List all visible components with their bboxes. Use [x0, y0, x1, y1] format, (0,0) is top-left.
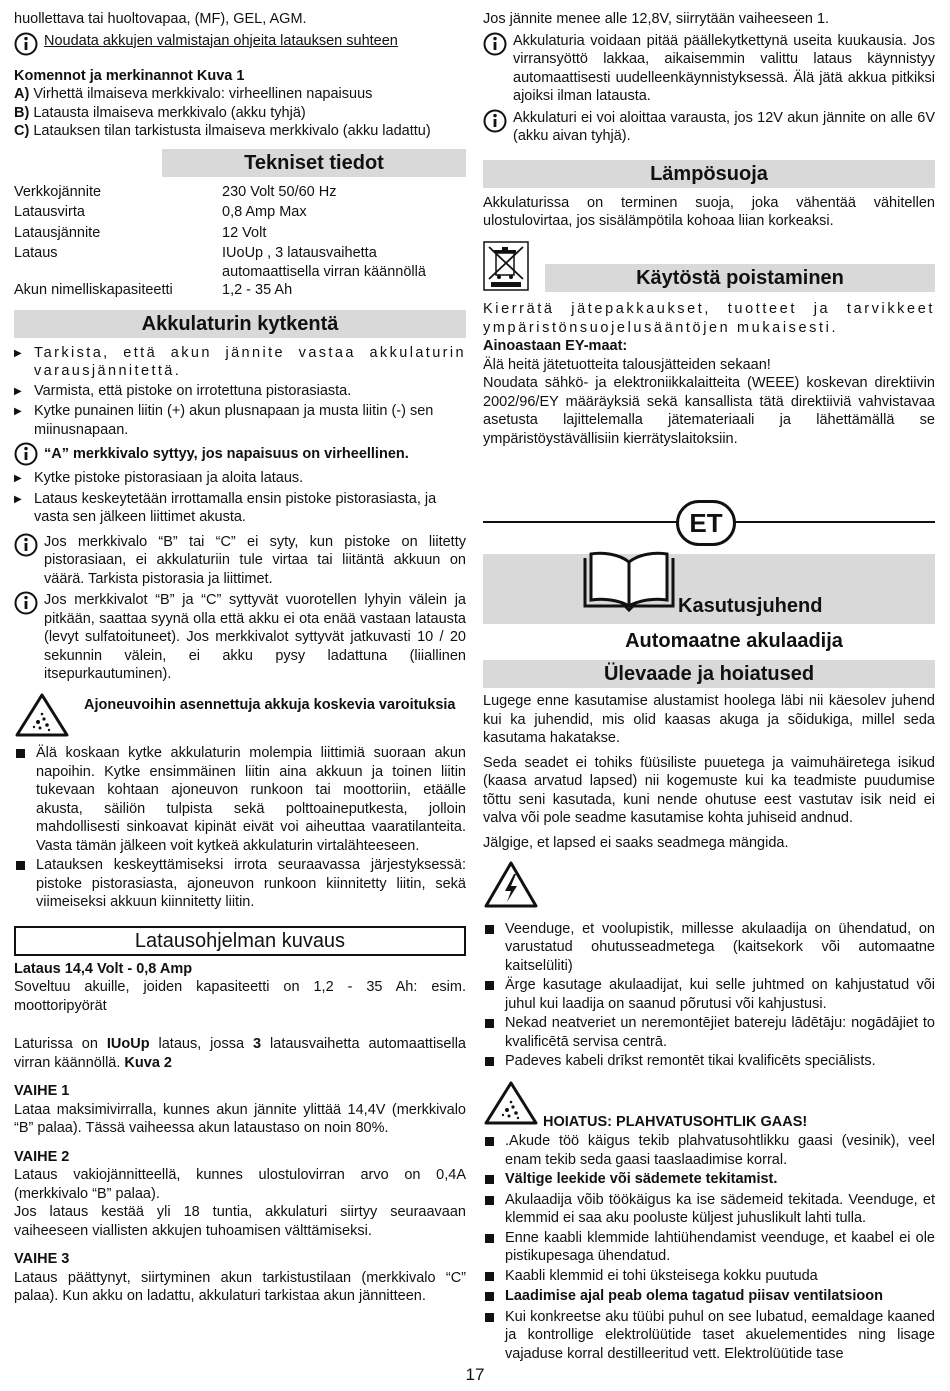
eu-title: Ainoastaan EY-maat:: [483, 338, 628, 354]
list-item: Nekad neatveriet un neremontējiet batereju lādētāju: nogādājiet to kvalificētā servisa centrā.: [483, 1014, 935, 1051]
list-item: Älä koskaan kytke akkulaturin molempia liittimiä suoraan akun napoihin. Kytke ensimmäinen liitin aina akkuun ja toinen liitin tukevaan kohtaan ajoneuvon runkoon tai moottoriin, etäälle akusta, säiliön tulpista sekä polttoaineputkesta, jolloin mahdollisesti sinkoavat kipinät eivät voi aiheuttaa vaaratilanteita. Vasta tämän jälkeen voit kytkeä akkulaturin virtalähteeseen.: [14, 744, 466, 855]
product-title: Automaatne akulaadija: [625, 630, 843, 652]
spec-row: Latausjännite 12 Volt: [14, 224, 267, 241]
spec-row: Akun nimelliskapasiteetti 1,2 - 35 Ah: [14, 282, 293, 298]
commands-list: [14, 85, 466, 141]
spec-row: Lataus IUoUp , 3 latausvaihetta automaattisella virran käännöllä: [14, 245, 426, 280]
list-item: Ärge kasutage akulaadijat, kui selle juhtmed on kahjustatud või juhul kui laadija on saanud põrutusi või kahjustusi.: [483, 976, 935, 1013]
weee-bin-icon: [483, 241, 545, 297]
info-icon: [14, 533, 44, 557]
command-item: C) Latauksen tilan tarkistusta ilmaiseva merkkivalo (akku ladattu): [14, 123, 431, 139]
intro-text: huollettava tai huoltovapaa, (MF), GEL, AGM.: [14, 11, 307, 27]
info-icon: [14, 32, 44, 56]
note-manufacturer: [14, 32, 466, 56]
program-subtitle: Lataus 14,4 Volt - 0,8 Amp: [14, 960, 193, 977]
note-6v: Akkulaturi ei voi aloittaa varausta, jos 12V akun jännite on alle 6V (akku aivan tyhjä).: [483, 109, 935, 146]
note-bc-alternate: Jos merkkivalot “B” ja “C” syttyvät vuorotellen lyhyin välein ja pitkään, saattaa syynä olla että akku ei ota enää vastaan latausta (levyt sulfatoituneet). Jos merkkivalot syttyvät jatkuvasti 10 / 20 sekunnin välein, ei akku pysy ladattuna (liiallinen itsepurkautuminen).: [14, 591, 466, 684]
book-icon: [581, 550, 677, 620]
square-bullet-icon: [483, 976, 505, 1013]
phase2-text: Lataus vakiojännitteellä, kunnes ulostulovirran arvo on 0,4A (merkkivalo “B” palaa).: [14, 1167, 466, 1202]
arrow-bullet-icon: ▶: [14, 493, 22, 505]
language-divider: [483, 496, 935, 546]
phase3-title: VAIHE 3: [14, 1251, 70, 1267]
phase3-text: Lataus päättynyt, siirtyminen akun tarkistustilaan (merkkivalo “C” palaa). Kun akku on ladattu, akkulaturi tarkistaa akun jännitteen.: [14, 1269, 466, 1304]
arrow-bullet-icon: ▶: [14, 406, 22, 417]
square-bullet-icon: [14, 856, 36, 912]
program-heading: Latausohjelman kuvaus: [14, 926, 466, 956]
list-item: Akulaadija võib töökäigus ka ise sädemeid tekitada. Veenduge, et klemmid ei saa aku pooluste küljest juhuslikult lahti tulla.: [483, 1191, 935, 1228]
note-manufacturer-text: Noudata akkujen valmistajan ohjeita latauksen suhteen: [44, 32, 398, 49]
gas-warning-title: HOIATUS: PLAHVATUSOHTLIK GAAS!: [543, 1113, 808, 1130]
phase1-title: VAIHE 1: [14, 1083, 70, 1099]
disposal-heading: Käytöstä poistaminen: [545, 264, 935, 292]
list-item: Kui konkreetse aku tüübi puhul on see lubatud, eemaldage kaaned ja kontrollige elektrolüütide taset akuelementides ning lisage vajaduse korral destilleeritud vett. Elektrolüütide tase: [483, 1308, 935, 1364]
note-bc-off: Jos merkkivalo “B” tai “C” ei syty, kun pistoke on liitetty pistorasiaan, ei akkulaturiin tule virtaa tai liitäntä akkuun on väärä. Tarkista pistorasia ja liittimet.: [14, 533, 466, 589]
right-column: [483, 10, 935, 1364]
commands-title: Komennot ja merkinannot Kuva 1: [14, 67, 245, 84]
program-text: Laturissa on IUoUp lataus, jossa 3 latausvaihetta automaattisella virran käännöllä. Kuva 2: [14, 1036, 466, 1071]
list-item: Vältige leekide või sädemete tekitamist.: [483, 1170, 935, 1190]
overview-heading: Ülevaade ja hoiatused: [483, 660, 935, 688]
eu-text-1: Älä heitä jätetuotteita talousjätteiden sekaan!: [483, 356, 771, 373]
specs-table: [14, 183, 466, 302]
square-bullet-icon: [483, 1014, 505, 1051]
list-item: Enne kaabli klemmide lahtiühendamist veenduge, et kaabel ei ole pistikupesaga ühendatud.: [483, 1229, 935, 1266]
phase2-text-b: Jos lataus kestää yli 18 tuntia, akkulaturi siirtyy seuraavaan vaiheeseen viallisten akkujen tuhoamisen välttämiseksi.: [14, 1204, 466, 1239]
list-item: ▶ Varmista, että pistoke on irrotettuna pistorasiasta.: [14, 382, 466, 402]
disposal-text: Kierrätä jätepakkaukset, tuotteet ja tarvikkeet ympäristönsuojelusääntöjen mukaisesti.: [483, 301, 935, 336]
spec-row: Latausvirta 0,8 Amp Max: [14, 204, 307, 220]
list-item: Padeves kabeli drīkst remontēt tikai kvalificēts speciālists.: [483, 1052, 935, 1072]
heat-protection-heading: Lämpösuoja: [483, 160, 935, 188]
list-item: .Akude töö käigus tekib plahvatusohtlikku gaasi (vesinik), veel enam tekib seda gaasi taaslaadimise korral.: [483, 1132, 935, 1169]
phase2-title: VAIHE 2: [14, 1148, 70, 1165]
square-bullet-icon: [14, 744, 36, 855]
overview-p2: Seda seadet ei tohiks füüsiliste puuetega ja vaimuhäiretega isikud (kaasa arvatud lapsed) nii kogemuste kui ka teadmiste puudumise tõttu seni kasutada, kuni nende ohutuse eest vastutav isik neid ei valva või pole seadme kasutamise kohta juhiseid andnud.: [483, 754, 935, 826]
connection-heading: Akkulaturin kytkentä: [14, 310, 466, 338]
language-badge: ET: [676, 500, 736, 546]
left-column: [14, 10, 466, 1306]
square-bullet-icon: [483, 1267, 505, 1287]
list-item: Latauksen keskeyttämiseksi irrota seuraavassa järjestyksessä: pistoke pistorasiasta, ajoneuvon runkoon kiinnitetty liitin, sekä viimeiseksi akkuun kiinnitetty liitin.: [14, 856, 466, 912]
square-bullet-icon: [483, 1170, 505, 1190]
gas-warning: [483, 1080, 935, 1132]
right-intro-text: Jos jännite menee alle 12,8V, siirrytään vaiheeseen 1.: [483, 11, 830, 27]
vehicle-warning-title: Ajoneuvoihin asennettuja akkuja koskevia varoituksia: [84, 696, 456, 713]
arrow-bullet-icon: ▶: [14, 473, 22, 484]
square-bullet-icon: [483, 1052, 505, 1072]
list-item: ▶ Tarkista, että akun jännite vastaa akkulaturin varausjännitettä.: [14, 344, 466, 379]
command-item: A) Virhettä ilmaiseva merkkivalo: virheellinen napaisuus: [14, 86, 373, 102]
square-bullet-icon: [483, 1287, 505, 1307]
disposal-header: [483, 241, 935, 297]
note-a-led: “A” merkkivalo syttyy, jos napaisuus on virheellinen.: [14, 442, 466, 466]
info-icon: [483, 32, 513, 56]
heat-protection-text: Akkulaturissa on terminen suoja, joka vähentää vähitellen ulostulovirtaa, jos sisälämpötila kohoaa liian korkeaksi.: [483, 194, 935, 229]
phase1-text: Lataa maksimivirralla, kunnes akun jännite ylittää 14,4V (merkkivalo “B” palaa). Tässä vaiheessa akun lataustaso on noin 80%.: [14, 1101, 466, 1136]
square-bullet-icon: [483, 1308, 505, 1364]
list-item: ▶ Lataus keskeytetään irrottamalla ensin pistoke pistorasiasta, ja vasta sen jälkeen liittimet akusta.: [14, 490, 437, 525]
list-item: Veenduge, et voolupistik, millesse akulaadija on ühendatud, on varustatud ohutusseadmetega (kaitsekork või automaatne kaitselüliti): [483, 920, 935, 976]
battery-hazard-icon: [14, 692, 84, 744]
list-item: ▶ Kytke pistoke pistorasiaan ja aloita lataus.: [14, 469, 466, 489]
arrow-bullet-icon: ▶: [14, 385, 22, 397]
spec-row: Verkkojännite 230 Volt 50/60 Hz: [14, 183, 337, 200]
list-item: Laadimise ajal peab olema tagatud piisav ventilatsioon: [483, 1287, 935, 1307]
square-bullet-icon: [483, 1191, 505, 1228]
list-item: ▶ Kytke punainen liitin (+) akun plusnapaan ja musta liitin (-) sen miinusnapaan.: [14, 403, 434, 438]
manual-title: Kasutusjuhend: [678, 595, 823, 617]
battery-hazard-icon: [483, 1080, 543, 1132]
list-item: Kaabli klemmid ei tohi üksteisega kokku puutuda: [483, 1267, 935, 1287]
square-bullet-icon: [483, 920, 505, 976]
program-description: Soveltuu akuille, joiden kapasiteetti on 1,2 - 35 Ah: esim. moottoripyörät: [14, 979, 466, 1014]
page-number: 17: [465, 1365, 485, 1384]
electric-hazard-icon: [483, 860, 935, 916]
command-item: B) Latausta ilmaiseva merkkivalo (akku tyhjä): [14, 104, 306, 121]
info-icon: [14, 442, 44, 466]
square-bullet-icon: [483, 1132, 505, 1169]
overview-p1: Lugege enne kasutamise alustamist hoolega läbi nii käesolev juhend kui ka juhendid, mis olid kaasas akuga ja sõidukiga, millel seda kasutama hakatakse.: [483, 693, 935, 746]
arrow-bullet-icon: ▶: [14, 347, 22, 359]
eu-text-2: Noudata sähkö- ja elektroniikkalaitteita (WEEE) koskevan direktiivin 2002/96/EY määräyksiä sekä kansallista tätä direktiiviä vahvistavaa asetusta lajittelemalla jätemateriaali ja lähettämällä se ympäristöystävällisiin kierrätyslaitoksiin.: [483, 375, 935, 447]
tech-specs-heading: Tekniset tiedot: [162, 149, 466, 177]
vehicle-warning: [14, 692, 466, 744]
manual-title-bar: [483, 554, 935, 624]
info-icon: [483, 109, 513, 133]
note-months: Akkulaturia voidaan pitää päällekytkettynä useita kuukausia. Jos virransyöttö lakkaa, aikaisemmin valittu lataus käynnistyy automaattisesti uudelleenkäynnistyksessä. Älä jätä akkua pitkiksi ajoiksi ilman latausta.: [483, 32, 935, 106]
overview-p3: Jälgige, et lapsed ei saaks seadmega mängida.: [483, 834, 789, 851]
square-bullet-icon: [483, 1229, 505, 1266]
info-icon: [14, 591, 44, 615]
